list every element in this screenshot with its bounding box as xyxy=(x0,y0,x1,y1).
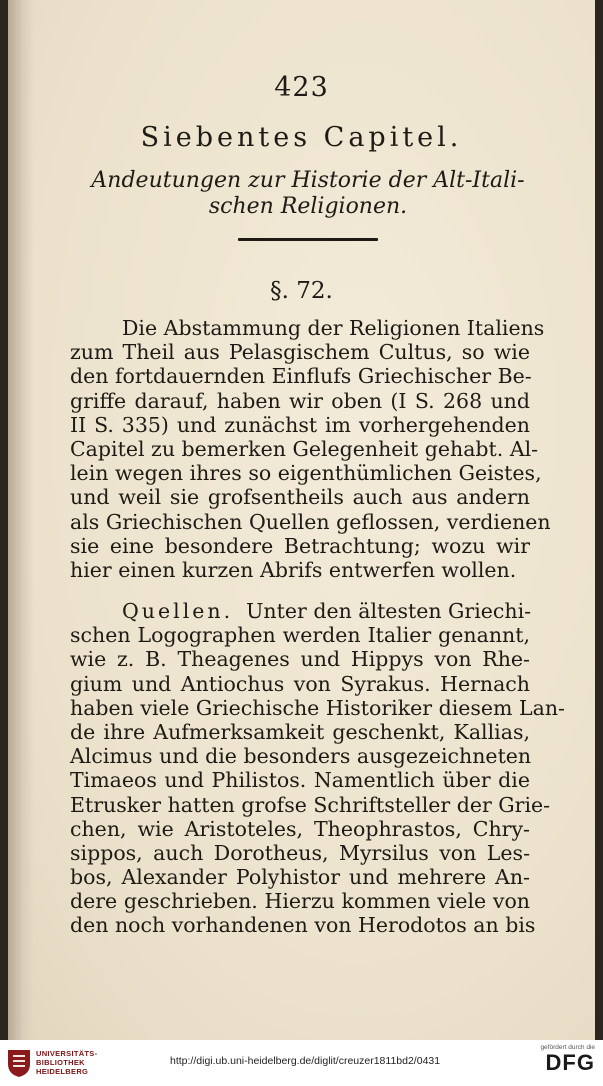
text-line: bos, Alexander Polyhistor und mehrere An- xyxy=(70,865,530,890)
page-number: 423 xyxy=(274,72,329,103)
library-crest-icon xyxy=(6,1048,32,1078)
text-line: lein wegen ihres so eigenthümlichen Geistes, xyxy=(70,461,542,486)
subtitle-line-2: schen Religionen. xyxy=(208,194,408,219)
library-label-line: UNIVERSITÄTS- xyxy=(36,1049,98,1058)
library-label xyxy=(36,1049,97,1076)
paragraph-2 xyxy=(70,599,565,938)
permalink-url[interactable]: http://digi.ub.uni-heidelberg.de/diglit/creuzer1811bd2/0431 xyxy=(170,1055,441,1067)
text-line: den noch vorhandenen von Herodotos an bis xyxy=(70,913,536,938)
text-line: gium und Antiochus von Syrakus. Hernach xyxy=(70,671,530,696)
text-line: II S. 335) und zunächst im vorhergehenden xyxy=(70,412,530,437)
text-line: dere geschrieben. Hierzu kommen viele von xyxy=(70,889,530,914)
page-gutter-shadow xyxy=(8,0,34,1040)
text-line: Timaeos und Philistos. Namentlich über die xyxy=(70,768,530,793)
text-line: Etrusker hatten grofse Schriftsteller der Grie- xyxy=(70,792,551,817)
viewer-footer xyxy=(0,1040,603,1086)
text-line: als Griechischen Quellen geflossen, verdienen xyxy=(70,509,551,534)
title-rule xyxy=(238,238,378,241)
scanned-page xyxy=(8,0,595,1040)
paragraph-1 xyxy=(70,316,551,582)
section-mark: §. 72. xyxy=(270,278,333,304)
text-line: Die Abstammung der Religionen Italiens xyxy=(122,316,545,340)
text-line: sie eine besondere Betrachtung; wozu wir xyxy=(70,533,530,558)
chapter-subtitle xyxy=(68,168,548,220)
lead-word: Quellen. xyxy=(122,599,234,623)
library-label-line: HEIDELBERG xyxy=(36,1067,89,1076)
text-line: griffe darauf, haben wir oben (I S. 268 und xyxy=(70,388,530,413)
text-line: chen, wie Aristoteles, Theophrastos, Chry- xyxy=(70,816,530,841)
library-label-line: BIBLIOTHEK xyxy=(36,1058,85,1067)
text-line: hier einen kurzen Abrifs entwerfen wollen. xyxy=(70,557,517,582)
text-line: wie z. B. Theagenes und Hippys von Rhe- xyxy=(70,647,530,672)
text-line-first xyxy=(70,599,530,623)
subtitle-line-1: Andeutungen zur Historie der Alt-Itali- xyxy=(91,168,525,193)
text-line: schen Logographen werden Italier genannt, xyxy=(70,623,530,648)
funder-caption: gefördert durch die xyxy=(540,1044,595,1051)
text-line: den fortdauernden Einflufs Griechischer Be- xyxy=(70,364,532,389)
text-line: Capitel zu bemerken Gelegenheit gehabt. Al- xyxy=(70,436,539,461)
funder-name: DFG xyxy=(545,1050,595,1075)
text-line: und weil sie grofsentheils auch aus andern xyxy=(70,485,530,510)
dfg-logo[interactable] xyxy=(525,1044,595,1082)
text-line: Alcimus und die besonders ausgezeichneten xyxy=(70,744,532,769)
text-line: zum Theil aus Pelasgischem Cultus, so wie xyxy=(70,340,530,365)
chapter-title: Siebentes Capitel. xyxy=(140,122,463,153)
text-line: de ihre Aufmerksamkeit geschenkt, Kallias, xyxy=(70,719,530,744)
text-line: haben viele Griechische Historiker diesem Lan- xyxy=(70,695,565,720)
text-line: sippos, auch Dorotheus, Myrsilus von Les- xyxy=(70,840,530,865)
university-library-logo[interactable] xyxy=(6,1046,146,1080)
first-line-rest: Unter den ältesten Griechi- xyxy=(246,599,532,623)
